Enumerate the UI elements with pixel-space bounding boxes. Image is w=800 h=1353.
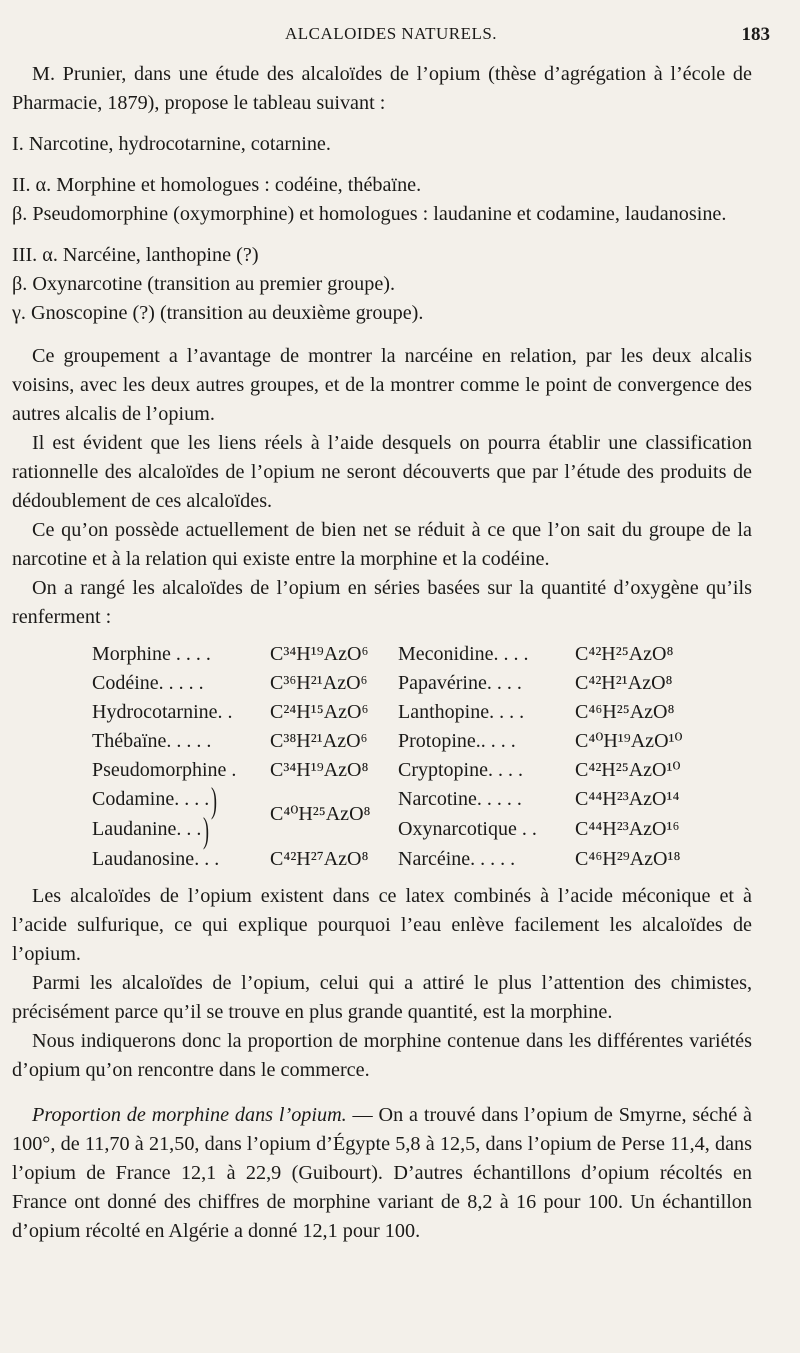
alkaloid-name — [92, 779, 270, 820]
alkaloid-name — [92, 809, 270, 850]
classification-item: β. Oxynarcotine (transition au premier groupe). — [12, 273, 396, 295]
alkaloid-formula-table — [92, 640, 695, 874]
alkaloid-formula: C⁴⁶H²⁹AzO¹⁸ — [575, 847, 681, 870]
alkaloid-name: Laudanosine. . . — [92, 847, 220, 870]
section-heading: Proportion de morphine dans l’opium. — [32, 1103, 347, 1126]
paragraph: On a rangé les alcaloïdes de l’opium en séries basées sur la quantité d’oxygène qu’ils renferment : — [12, 577, 752, 628]
alkaloid-formula: C⁴²H²⁵AzO⁸ — [575, 643, 674, 665]
alkaloid-name: Pseudomorphine . — [92, 759, 237, 781]
alkaloid-name: Hydrocotarnine. . — [92, 701, 233, 723]
table-row — [92, 727, 695, 756]
alkaloid-formula: C³⁶H²¹AzO⁶ — [270, 672, 368, 694]
alkaloid-name: Thébaïne. . . . . — [92, 730, 212, 752]
alkaloid-formula: C⁴²H²¹AzO⁸ — [575, 672, 673, 694]
alkaloid-formula: C²⁴H¹⁵AzO⁶ — [270, 701, 369, 723]
table-row — [92, 698, 695, 727]
classification-item: β. Pseudomorphine (oxymorphine) et homologues : laudanine et codamine, laudanosine. — [12, 203, 727, 225]
classification-item: I. Narcotine, hydrocotarnine, cotarnine. — [12, 133, 331, 155]
alkaloid-formula: C⁴⁴H²³AzO¹⁴ — [575, 788, 680, 811]
classification-item: II. α. Morphine et homologues : codéine, thébaïne. — [12, 174, 422, 196]
running-title: ALCALOIDES NATURELS. — [284, 24, 498, 43]
table-row — [92, 845, 695, 874]
final-text: — On a trouvé dans l’opium de Smyrne, séché à 100°, de 11,70 à 21,50, dans l’opium d’Égypte 5,8 à 12,5, dans l’opium de Perse 11,4, dans l’opium de France 12,1 à 22,9 (Guibourt). D’autres échantillons d’opium récoltés en France ont donné des chiffres de morphine variant de 8,2 à 16 pour 100. Un échantillon d’opium récolté en Algérie a donné 12,1 pour 100. — [12, 1103, 753, 1242]
alkaloid-name: Meconidine. . . . — [398, 643, 529, 665]
paragraph: Ce qu’on possède actuellement de bien net se réduit à ce que l’on sait du groupe de la narcotine et à la relation qui existe entre la morphine et la codéine. — [12, 519, 752, 570]
alkaloid-name: Protopine.. . . . — [398, 730, 516, 752]
alkaloid-name: Cryptopine. . . . — [398, 759, 523, 781]
alkaloid-formula: C³⁴H¹⁹AzO⁸ — [270, 759, 369, 781]
alkaloid-formula: C⁴²H²⁵AzO¹⁰ — [575, 759, 681, 781]
final-paragraph — [12, 1101, 752, 1246]
alkaloid-formula-shared: C⁴⁰H²⁵AzO⁸ — [270, 803, 371, 826]
alkaloid-name: Narcéine. . . . . — [398, 847, 516, 870]
page-body — [12, 60, 752, 1246]
brace-glyph: ) — [211, 779, 218, 820]
alkaloid-formula: C⁴⁰H¹⁹AzO¹⁰ — [575, 730, 683, 752]
classification-item: γ. Gnoscopine (?) (transition au deuxième groupe). — [12, 302, 424, 324]
paragraph: Les alcaloïdes de l’opium existent dans ce latex combinés à l’acide méconique et à l’acide sulfurique, ce qui explique pourquoi l’eau enlève facilement les alcaloïdes de l’opium. — [12, 884, 752, 965]
alkaloid-name-text: Laudanine. . . — [92, 817, 202, 840]
table-row — [92, 756, 695, 785]
page-number: 183 — [741, 24, 770, 45]
classification-list — [12, 130, 752, 328]
alkaloid-name: Papavérine. . . . — [398, 672, 522, 694]
alkaloid-formula: C⁴⁶H²⁵AzO⁸ — [575, 701, 675, 723]
paragraph: Ce groupement a l’avantage de montrer la narcéine en relation, par les deux alcalis voisins, avec les deux autres groupes, et de la montrer comme le point de convergence des autres alcalis de l’opium. — [12, 345, 752, 425]
paragraph: Nous indiquerons donc la proportion de morphine contenue dans les différentes variétés d’opium qu’on rencontre dans le commerce. — [12, 1029, 752, 1081]
alkaloid-name: Morphine . . . . — [92, 643, 211, 665]
table-row — [92, 785, 695, 815]
alkaloid-name: Oxynarcotique . . — [398, 818, 537, 841]
paragraph: Parmi les alcaloïdes de l’opium, celui qui a attiré le plus l’attention des chimistes, précisément parce qu’il se trouve en plus grande quantité, est la morphine. — [12, 971, 752, 1023]
intro-paragraph: M. Prunier, dans une étude des alcaloïdes de l’opium (thèse d’agrégation à l’école de Pharmacie, 1879), propose le tableau suivant : — [12, 63, 752, 114]
brace-glyph: ) — [203, 809, 210, 850]
alkaloid-formula: C³⁴H¹⁹AzO⁶ — [270, 643, 369, 665]
page-header — [12, 24, 770, 52]
alkaloid-formula: C⁴²H²⁷AzO⁸ — [270, 847, 369, 870]
alkaloid-formula: C⁴⁴H²³AzO¹⁶ — [575, 818, 680, 841]
alkaloid-name: Lanthopine. . . . — [398, 701, 525, 723]
alkaloid-formula: C³⁸H²¹AzO⁶ — [270, 730, 368, 752]
paragraph: Il est évident que les liens réels à l’aide desquels on pourra établir une classification rationnelle des alcaloïdes de l’opium ne seront découverts que par l’étude des produits de dédoublement de ces alcaloïdes. — [12, 432, 752, 512]
classification-item: III. α. Narcéine, lanthopine (?) — [12, 244, 259, 266]
alkaloid-name: Narcotine. . . . . — [398, 788, 522, 811]
alkaloid-name-text: Codamine. . . . — [92, 788, 210, 810]
alkaloid-name: Codéine. . . . . — [92, 672, 204, 694]
table-row — [92, 669, 695, 698]
table-row — [92, 640, 695, 669]
